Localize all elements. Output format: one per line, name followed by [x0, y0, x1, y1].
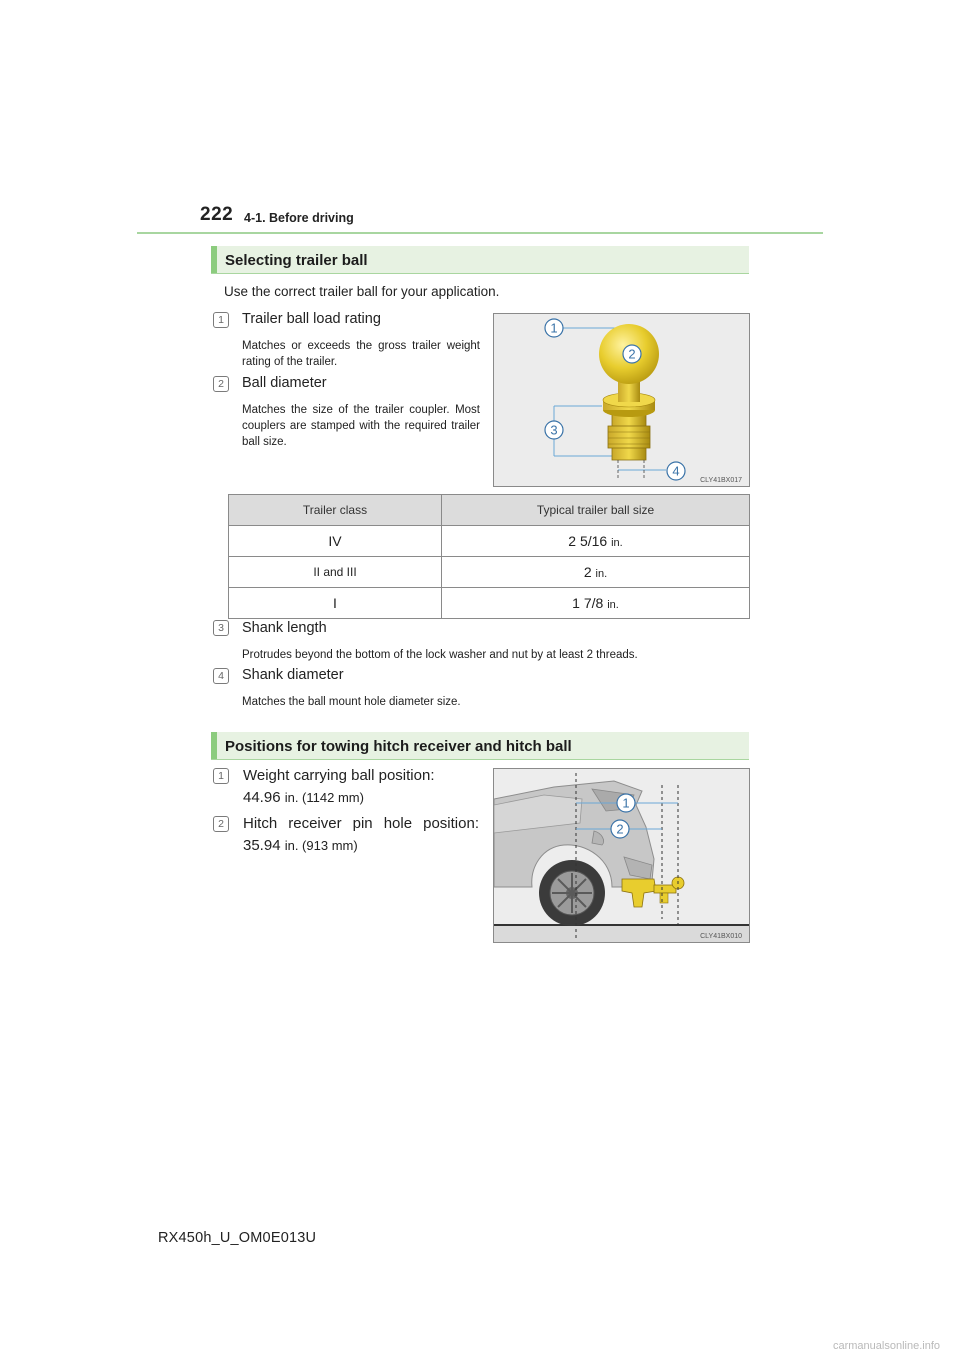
- item-number: 2: [213, 816, 229, 832]
- item-description: Matches the ball mount hole diameter size.: [242, 696, 461, 708]
- vehicle-hitch-illustration: [493, 768, 750, 943]
- table-header-row: [229, 495, 750, 526]
- position-label: Weight carrying ball position:: [243, 767, 435, 784]
- section-label: 4-1. Before driving: [244, 211, 354, 225]
- position-item: [243, 765, 479, 809]
- table-header: Trailer class: [229, 495, 442, 526]
- item-number: 1: [213, 768, 229, 784]
- header-rule: [137, 232, 823, 234]
- trailer-ball-illustration: [493, 313, 750, 487]
- section-heading-trailer-ball: [211, 246, 749, 274]
- position-value: 35.94 in. (913 mm): [243, 837, 358, 854]
- table-header: Typical trailer ball size: [442, 495, 750, 526]
- vehicle-hitch-drawing: [494, 769, 749, 942]
- item-title: Shank diameter: [242, 667, 344, 683]
- image-code: CLY41BX010: [700, 933, 742, 940]
- trailer-class-table: [228, 494, 750, 619]
- item-number: 3: [213, 620, 229, 636]
- item-description: Protrudes beyond the bottom of the lock washer and nut by at least 2 threads.: [242, 649, 638, 661]
- table-row: [229, 557, 750, 588]
- item-title: Trailer ball load rating: [242, 311, 381, 327]
- table-cell-class: I: [229, 588, 442, 619]
- watermark: carmanualsonline.info: [832, 1340, 940, 1352]
- item-title: Ball diameter: [242, 375, 327, 391]
- table-cell-size: 1 7/8 in.: [442, 588, 750, 619]
- model-code-footer: RX450h_U_OM0E013U: [158, 1230, 317, 1246]
- table-cell-class: IV: [229, 526, 442, 557]
- item-description: Matches or exceeds the gross trailer weight rating of the trailer.: [242, 340, 480, 368]
- section-heading-hitch-positions: [211, 732, 749, 760]
- callout-4: 4: [672, 463, 680, 479]
- table-row: [229, 588, 750, 619]
- callout-3: 3: [550, 422, 558, 438]
- table-row: [229, 526, 750, 557]
- item-description: Matches the size of the trailer coupler. Most couplers are stamped with the required trailer ball size.: [242, 404, 480, 448]
- callout-2: 2: [616, 821, 624, 837]
- position-value: 44.96 in. (1142 mm): [243, 789, 364, 806]
- item-number: 1: [213, 312, 229, 328]
- section-heading-text: Positions for towing hitch receiver and hitch ball: [225, 737, 572, 755]
- item-title: Shank length: [242, 620, 327, 636]
- callout-1: 1: [550, 320, 558, 336]
- item-number: 4: [213, 668, 229, 684]
- image-code: CLY41BX017: [700, 477, 742, 484]
- position-item: [243, 813, 479, 857]
- callout-2: 2: [628, 346, 636, 362]
- callout-1: 1: [622, 795, 630, 811]
- table-cell-class: II and III: [229, 557, 442, 588]
- section-heading-text: Selecting trailer ball: [225, 251, 368, 269]
- table-cell-size: 2 in.: [442, 557, 750, 588]
- intro-text: Use the correct trailer ball for your application.: [224, 284, 500, 299]
- page-number: 222: [200, 204, 234, 225]
- table-cell-size: 2 5/16 in.: [442, 526, 750, 557]
- trailer-ball-drawing: [494, 314, 749, 486]
- item-number: 2: [213, 376, 229, 392]
- position-label: Hitch receiver pin hole position:: [243, 815, 479, 832]
